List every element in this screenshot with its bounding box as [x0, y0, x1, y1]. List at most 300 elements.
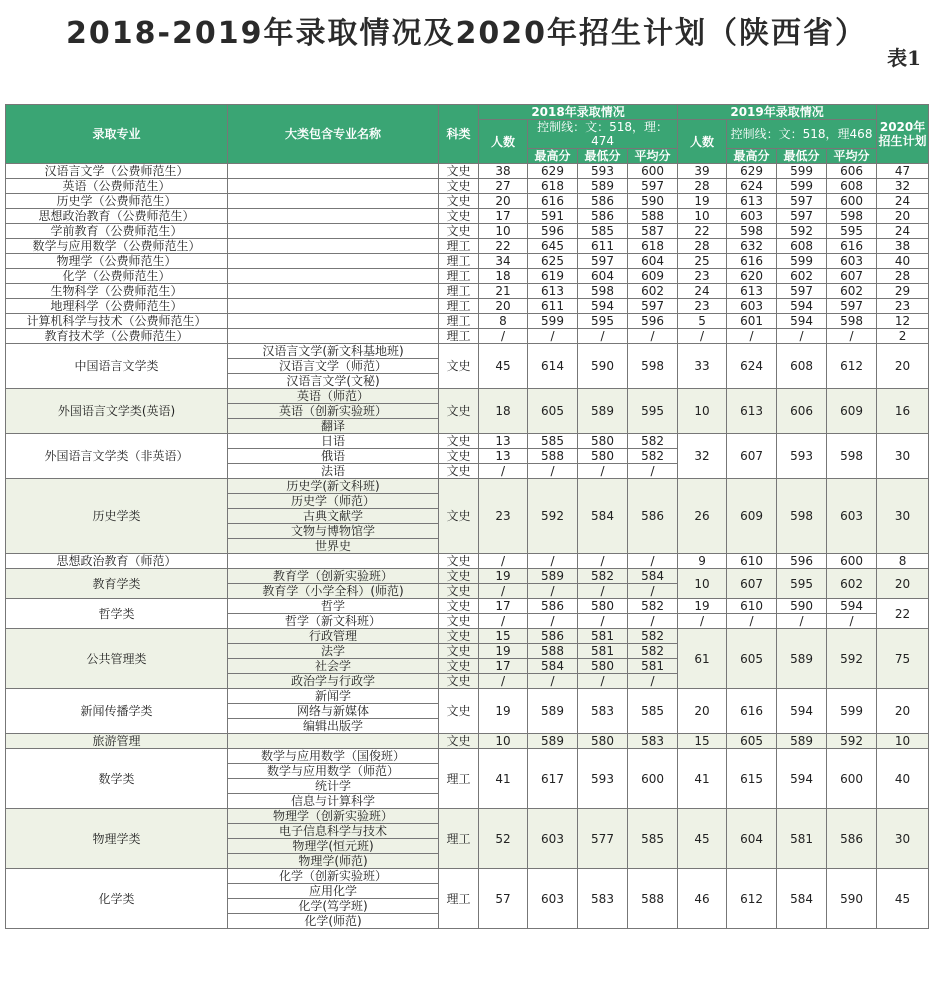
category-cell: 文史: [439, 209, 479, 224]
y2018-max: /: [528, 554, 578, 569]
category-cell: 文史: [439, 659, 479, 674]
header-count-2018: 人数: [479, 120, 528, 164]
y2018-max: 619: [528, 269, 578, 284]
y2019-max: 616: [727, 254, 777, 269]
category-cell: 文史: [439, 179, 479, 194]
y2019-min: 584: [777, 869, 827, 929]
y2019-count: 25: [678, 254, 727, 269]
y2018-avg: 584: [628, 569, 678, 584]
plan-2020: 30: [877, 809, 929, 869]
y2018-avg: /: [628, 674, 678, 689]
y2018-max: 617: [528, 749, 578, 809]
y2018-min: 583: [578, 869, 628, 929]
header-max-2018: 最高分: [528, 149, 578, 164]
category-cell: 理工: [439, 329, 479, 344]
category-cell: 文史: [439, 554, 479, 569]
y2019-min: 606: [777, 389, 827, 434]
category-cell: 理工: [439, 269, 479, 284]
plan-2020: 20: [877, 209, 929, 224]
y2018-min: 611: [578, 239, 628, 254]
y2019-avg: /: [827, 329, 877, 344]
y2018-max: 629: [528, 164, 578, 179]
y2018-count: 13: [479, 449, 528, 464]
y2018-min: 586: [578, 194, 628, 209]
y2018-max: 603: [528, 869, 578, 929]
y2019-max: 598: [727, 224, 777, 239]
y2018-count: 17: [479, 209, 528, 224]
y2019-avg: 612: [827, 344, 877, 389]
y2019-avg: 600: [827, 194, 877, 209]
category-cell: 文史: [439, 434, 479, 449]
table-row: [6, 569, 929, 584]
y2018-avg: 585: [628, 809, 678, 869]
plan-2020: 20: [877, 569, 929, 599]
y2018-count: 18: [479, 269, 528, 284]
sub-major-name: [228, 179, 439, 194]
plan-2020: 30: [877, 479, 929, 554]
category-cell: 理工: [439, 314, 479, 329]
sub-major-name: [228, 164, 439, 179]
sub-major-name: 物理学(恒元班): [228, 839, 439, 854]
y2018-avg: 582: [628, 449, 678, 464]
y2019-count: 26: [678, 479, 727, 554]
major-name: 学前教育（公费师范生）: [6, 224, 228, 239]
y2018-count: 27: [479, 179, 528, 194]
sub-major-name: [228, 239, 439, 254]
y2018-avg: 581: [628, 659, 678, 674]
y2019-count: 19: [678, 599, 727, 614]
sub-major-name: [228, 299, 439, 314]
y2019-avg: 603: [827, 254, 877, 269]
header-avg-2019: 平均分: [827, 149, 877, 164]
header-2019: 2019年录取情况: [678, 105, 877, 120]
y2018-max: 589: [528, 734, 578, 749]
major-name: 数学与应用数学（公费师范生）: [6, 239, 228, 254]
sub-major-name: [228, 554, 439, 569]
table-number: 表1: [887, 46, 921, 70]
y2019-min: /: [777, 614, 827, 629]
y2018-min: 583: [578, 689, 628, 734]
y2018-min: 595: [578, 314, 628, 329]
y2018-avg: 598: [628, 344, 678, 389]
y2019-avg: 598: [827, 314, 877, 329]
y2019-max: 605: [727, 629, 777, 689]
y2019-avg: 590: [827, 869, 877, 929]
category-cell: 文史: [439, 689, 479, 734]
y2019-min: 594: [777, 314, 827, 329]
y2018-max: 589: [528, 689, 578, 734]
table-row: [6, 194, 929, 209]
sub-major-name: 法学: [228, 644, 439, 659]
y2019-count: 19: [678, 194, 727, 209]
y2019-count: 10: [678, 569, 727, 599]
y2019-max: 613: [727, 194, 777, 209]
y2018-avg: 595: [628, 389, 678, 434]
plan-2020: 45: [877, 869, 929, 929]
y2019-max: 603: [727, 209, 777, 224]
category-cell: 文史: [439, 644, 479, 659]
sub-major-name: 信息与计算科学: [228, 794, 439, 809]
major-name: 生物科学（公费师范生）: [6, 284, 228, 299]
sub-major-name: [228, 254, 439, 269]
y2018-avg: 590: [628, 194, 678, 209]
sub-major-name: 电子信息科学与技术: [228, 824, 439, 839]
category-cell: 文史: [439, 389, 479, 434]
y2018-max: 584: [528, 659, 578, 674]
y2019-avg: 599: [827, 689, 877, 734]
y2019-count: 61: [678, 629, 727, 689]
y2019-avg: /: [827, 614, 877, 629]
y2019-max: 620: [727, 269, 777, 284]
sub-major-name: 英语（创新实验班）: [228, 404, 439, 419]
y2018-count: 20: [479, 194, 528, 209]
y2019-count: 46: [678, 869, 727, 929]
y2018-avg: 596: [628, 314, 678, 329]
plan-2020: 16: [877, 389, 929, 434]
header-avg-2018: 平均分: [628, 149, 678, 164]
plan-2020: 22: [877, 599, 929, 629]
plan-2020: 24: [877, 224, 929, 239]
sub-major-name: 日语: [228, 434, 439, 449]
table-row: [6, 314, 929, 329]
y2019-min: 602: [777, 269, 827, 284]
y2019-avg: 602: [827, 569, 877, 599]
table-row: [6, 389, 929, 404]
y2019-count: 41: [678, 749, 727, 809]
sub-major-name: 俄语: [228, 449, 439, 464]
table-row: [6, 629, 929, 644]
y2018-count: /: [479, 674, 528, 689]
y2018-min: 580: [578, 659, 628, 674]
y2018-count: 8: [479, 314, 528, 329]
y2018-count: 34: [479, 254, 528, 269]
table-row: [6, 434, 929, 449]
y2019-count: 24: [678, 284, 727, 299]
plan-2020: 23: [877, 299, 929, 314]
y2019-max: 612: [727, 869, 777, 929]
sub-major-name: 物理学(师范): [228, 854, 439, 869]
y2018-max: 645: [528, 239, 578, 254]
y2018-max: 596: [528, 224, 578, 239]
y2018-min: 589: [578, 179, 628, 194]
major-name: 思想政治教育（师范）: [6, 554, 228, 569]
y2019-max: 632: [727, 239, 777, 254]
y2018-min: 597: [578, 254, 628, 269]
y2019-min: 592: [777, 224, 827, 239]
header-control-2019: 控制线：文：518，理468: [727, 120, 877, 149]
y2018-min: 598: [578, 284, 628, 299]
major-name: 公共管理类: [6, 629, 228, 689]
y2018-count: 18: [479, 389, 528, 434]
y2019-min: 599: [777, 179, 827, 194]
y2019-max: 607: [727, 434, 777, 479]
y2019-avg: 594: [827, 599, 877, 614]
y2018-count: 19: [479, 569, 528, 584]
y2019-max: /: [727, 329, 777, 344]
y2018-count: 38: [479, 164, 528, 179]
y2018-avg: /: [628, 614, 678, 629]
y2018-max: 591: [528, 209, 578, 224]
table-row: [6, 269, 929, 284]
y2018-max: /: [528, 614, 578, 629]
y2019-min: 594: [777, 299, 827, 314]
y2018-count: 52: [479, 809, 528, 869]
major-name: 外国语言文学类（非英语）: [6, 434, 228, 479]
y2018-max: /: [528, 674, 578, 689]
category-cell: 文史: [439, 344, 479, 389]
category-cell: 理工: [439, 749, 479, 809]
y2018-min: 580: [578, 449, 628, 464]
category-cell: 文史: [439, 734, 479, 749]
major-name: 教育技术学（公费师范生）: [6, 329, 228, 344]
sub-major-name: 社会学: [228, 659, 439, 674]
sub-major-name: [228, 734, 439, 749]
header-min-2018: 最低分: [578, 149, 628, 164]
y2018-min: 593: [578, 164, 628, 179]
y2019-count: /: [678, 614, 727, 629]
y2019-count: 10: [678, 389, 727, 434]
plan-2020: 28: [877, 269, 929, 284]
header-category: 科类: [439, 105, 479, 164]
y2018-max: 616: [528, 194, 578, 209]
y2019-count: 5: [678, 314, 727, 329]
y2019-max: 610: [727, 554, 777, 569]
y2018-count: /: [479, 614, 528, 629]
sub-major-name: 法语: [228, 464, 439, 479]
y2018-count: /: [479, 554, 528, 569]
y2019-count: 33: [678, 344, 727, 389]
header-major: 录取专业: [6, 105, 228, 164]
y2019-min: 597: [777, 194, 827, 209]
table-row: [6, 284, 929, 299]
table-row: [6, 179, 929, 194]
y2018-min: /: [578, 614, 628, 629]
y2018-avg: 609: [628, 269, 678, 284]
table-row: [6, 749, 929, 764]
y2018-avg: 604: [628, 254, 678, 269]
y2019-max: 603: [727, 299, 777, 314]
y2019-max: 613: [727, 389, 777, 434]
y2019-max: 601: [727, 314, 777, 329]
y2019-min: /: [777, 329, 827, 344]
y2018-max: 586: [528, 629, 578, 644]
y2018-avg: 585: [628, 689, 678, 734]
y2019-max: 613: [727, 284, 777, 299]
y2019-avg: 609: [827, 389, 877, 434]
y2018-max: 613: [528, 284, 578, 299]
sub-major-name: 数学与应用数学（国俊班）: [228, 749, 439, 764]
y2019-min: 608: [777, 239, 827, 254]
sub-major-name: 物理学（创新实验班）: [228, 809, 439, 824]
category-cell: 理工: [439, 254, 479, 269]
y2018-max: 589: [528, 569, 578, 584]
y2018-count: 45: [479, 344, 528, 389]
y2018-count: /: [479, 329, 528, 344]
y2019-min: 594: [777, 689, 827, 734]
y2019-avg: 592: [827, 734, 877, 749]
sub-major-name: 英语（师范）: [228, 389, 439, 404]
y2018-avg: 588: [628, 209, 678, 224]
y2018-count: 20: [479, 299, 528, 314]
y2019-max: 609: [727, 479, 777, 554]
sub-major-name: 历史学(新文科班): [228, 479, 439, 494]
y2018-avg: /: [628, 554, 678, 569]
sub-major-name: 汉语言文学（师范）: [228, 359, 439, 374]
sub-major-name: 网络与新媒体: [228, 704, 439, 719]
major-name: 外国语言文学类(英语): [6, 389, 228, 434]
major-name: 汉语言文学（公费师范生）: [6, 164, 228, 179]
y2018-min: /: [578, 464, 628, 479]
sub-major-name: [228, 329, 439, 344]
y2019-count: 15: [678, 734, 727, 749]
y2019-count: 10: [678, 209, 727, 224]
sub-major-name: 化学(笃学班): [228, 899, 439, 914]
y2018-avg: /: [628, 584, 678, 599]
y2018-max: 614: [528, 344, 578, 389]
y2019-min: 597: [777, 284, 827, 299]
y2018-avg: 582: [628, 599, 678, 614]
y2019-min: 596: [777, 554, 827, 569]
category-cell: 理工: [439, 869, 479, 929]
y2018-avg: 602: [628, 284, 678, 299]
y2019-avg: 606: [827, 164, 877, 179]
y2018-avg: 582: [628, 644, 678, 659]
plan-2020: 29: [877, 284, 929, 299]
y2019-count: /: [678, 329, 727, 344]
y2018-count: 10: [479, 224, 528, 239]
category-cell: 理工: [439, 299, 479, 314]
y2018-min: 586: [578, 209, 628, 224]
category-cell: 文史: [439, 224, 479, 239]
y2019-avg: 598: [827, 209, 877, 224]
sub-major-name: 新闻学: [228, 689, 439, 704]
table-row: [6, 734, 929, 749]
y2019-avg: 602: [827, 284, 877, 299]
sub-major-name: [228, 284, 439, 299]
y2018-max: 625: [528, 254, 578, 269]
y2019-avg: 603: [827, 479, 877, 554]
header-max-2019: 最高分: [727, 149, 777, 164]
y2019-max: 624: [727, 179, 777, 194]
y2019-max: 607: [727, 569, 777, 599]
y2018-avg: 600: [628, 749, 678, 809]
y2018-count: 19: [479, 689, 528, 734]
sub-major-name: 应用化学: [228, 884, 439, 899]
sub-major-name: 编辑出版学: [228, 719, 439, 734]
y2018-min: 593: [578, 749, 628, 809]
header-control-2018: 控制线：文：518，理：474: [528, 120, 678, 149]
y2019-min: 589: [777, 629, 827, 689]
y2018-max: 599: [528, 314, 578, 329]
y2019-min: 590: [777, 599, 827, 614]
plan-2020: 75: [877, 629, 929, 689]
sub-major-name: 教育学（创新实验班）: [228, 569, 439, 584]
y2019-min: 599: [777, 254, 827, 269]
sub-major-name: 行政管理: [228, 629, 439, 644]
y2018-count: 57: [479, 869, 528, 929]
y2018-min: 585: [578, 224, 628, 239]
major-name: 思想政治教育（公费师范生）: [6, 209, 228, 224]
sub-major-name: 化学(师范): [228, 914, 439, 929]
plan-2020: 32: [877, 179, 929, 194]
y2018-avg: 618: [628, 239, 678, 254]
plan-2020: 40: [877, 749, 929, 809]
sub-major-name: 哲学: [228, 599, 439, 614]
sub-major-name: [228, 269, 439, 284]
y2018-max: /: [528, 329, 578, 344]
y2018-avg: 583: [628, 734, 678, 749]
y2018-max: /: [528, 584, 578, 599]
major-name: 计算机科学与技术（公费师范生）: [6, 314, 228, 329]
table-row: [6, 599, 929, 614]
y2018-min: 582: [578, 569, 628, 584]
y2019-count: 28: [678, 239, 727, 254]
category-cell: 理工: [439, 809, 479, 869]
category-cell: 文史: [439, 584, 479, 599]
category-cell: 文史: [439, 629, 479, 644]
major-name: 物理学（公费师范生）: [6, 254, 228, 269]
plan-2020: 20: [877, 344, 929, 389]
y2019-min: 589: [777, 734, 827, 749]
category-cell: 理工: [439, 239, 479, 254]
y2019-avg: 600: [827, 554, 877, 569]
y2019-max: /: [727, 614, 777, 629]
y2019-max: 604: [727, 809, 777, 869]
y2019-count: 20: [678, 689, 727, 734]
table-row: [6, 209, 929, 224]
major-name: 数学类: [6, 749, 228, 809]
y2019-count: 28: [678, 179, 727, 194]
admission-table: [5, 104, 929, 929]
plan-2020: 8: [877, 554, 929, 569]
major-name: 新闻传播学类: [6, 689, 228, 734]
y2018-avg: 587: [628, 224, 678, 239]
sub-major-name: [228, 209, 439, 224]
sub-major-name: 文物与博物馆学: [228, 524, 439, 539]
y2019-avg: 586: [827, 809, 877, 869]
y2018-min: /: [578, 584, 628, 599]
y2019-count: 22: [678, 224, 727, 239]
header-plan: 2020年招生计划: [877, 105, 929, 164]
category-cell: 文史: [439, 449, 479, 464]
sub-major-name: 化学（创新实验班）: [228, 869, 439, 884]
y2019-avg: 607: [827, 269, 877, 284]
y2018-min: 581: [578, 629, 628, 644]
y2018-count: 10: [479, 734, 528, 749]
y2018-count: 23: [479, 479, 528, 554]
y2019-max: 615: [727, 749, 777, 809]
y2019-min: 581: [777, 809, 827, 869]
y2019-avg: 595: [827, 224, 877, 239]
y2019-count: 23: [678, 299, 727, 314]
y2019-min: 597: [777, 209, 827, 224]
y2018-max: 618: [528, 179, 578, 194]
sub-major-name: 教育学（小学全科）(师范): [228, 584, 439, 599]
sub-major-name: 世界史: [228, 539, 439, 554]
table-row: [6, 254, 929, 269]
page-title: 2018-2019年录取情况及2020年招生计划（陕西省）: [66, 16, 867, 51]
header-count-2019: 人数: [678, 120, 727, 164]
y2018-max: 585: [528, 434, 578, 449]
sub-major-name: [228, 224, 439, 239]
table-row: [6, 239, 929, 254]
plan-2020: 40: [877, 254, 929, 269]
table-row: [6, 299, 929, 314]
plan-2020: 12: [877, 314, 929, 329]
sub-major-name: 统计学: [228, 779, 439, 794]
y2018-avg: /: [628, 464, 678, 479]
y2019-avg: 597: [827, 299, 877, 314]
